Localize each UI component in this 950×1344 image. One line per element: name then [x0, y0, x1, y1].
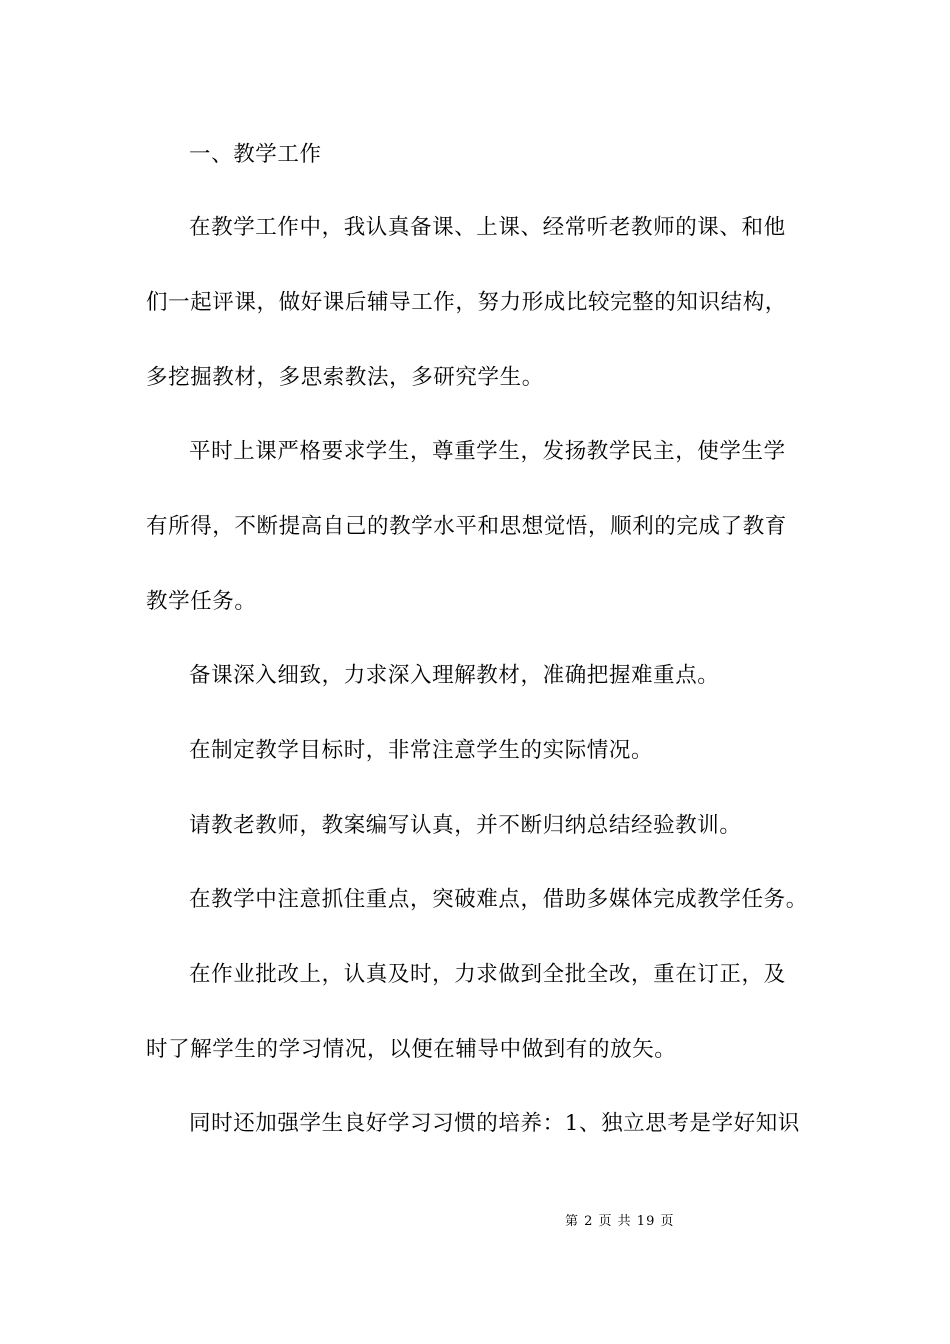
- page-number-footer: 第 2 页 共 19 页: [565, 1214, 675, 1229]
- paragraph-line: 时了解学生的学习情况，以便在辅导中做到有的放矢。: [146, 1037, 677, 1062]
- paragraph-line: 请教老教师，教案编写认真，并不断归纳总结经验教训。: [189, 813, 742, 838]
- paragraph-line: 在教学工作中，我认真备课、上课、经常听老教师的课、和他: [189, 215, 786, 240]
- paragraph-line: 备课深入细致，力求深入理解教材，准确把握难重点。: [189, 663, 720, 688]
- paragraph-line: 在作业批改上，认真及时，力求做到全批全改，重在订正，及: [189, 962, 786, 987]
- paragraph-line: 在制定教学目标时，非常注意学生的实际情况。: [189, 738, 654, 763]
- paragraph-line: 们一起评课，做好课后辅导工作，努力形成比较完整的知识结构，: [146, 290, 787, 315]
- paragraph-line: 多挖掘教材，多思索教法，多研究学生。: [146, 365, 544, 390]
- paragraph-line: 平时上课严格要求学生，尊重学生，发扬教学民主，使学生学: [189, 439, 786, 464]
- section-heading: 一、教学工作: [189, 142, 322, 167]
- paragraph-line: 在教学中注意抓住重点，突破难点，借助多媒体完成教学任务。: [189, 887, 808, 912]
- paragraph-line: 有所得，不断提高自己的教学水平和思想觉悟，顺利的完成了教育: [146, 514, 787, 539]
- paragraph-line: 同时还加强学生良好学习习惯的培养：1、独立思考是学好知识: [189, 1111, 800, 1136]
- paragraph-line: 教学任务。: [146, 589, 257, 614]
